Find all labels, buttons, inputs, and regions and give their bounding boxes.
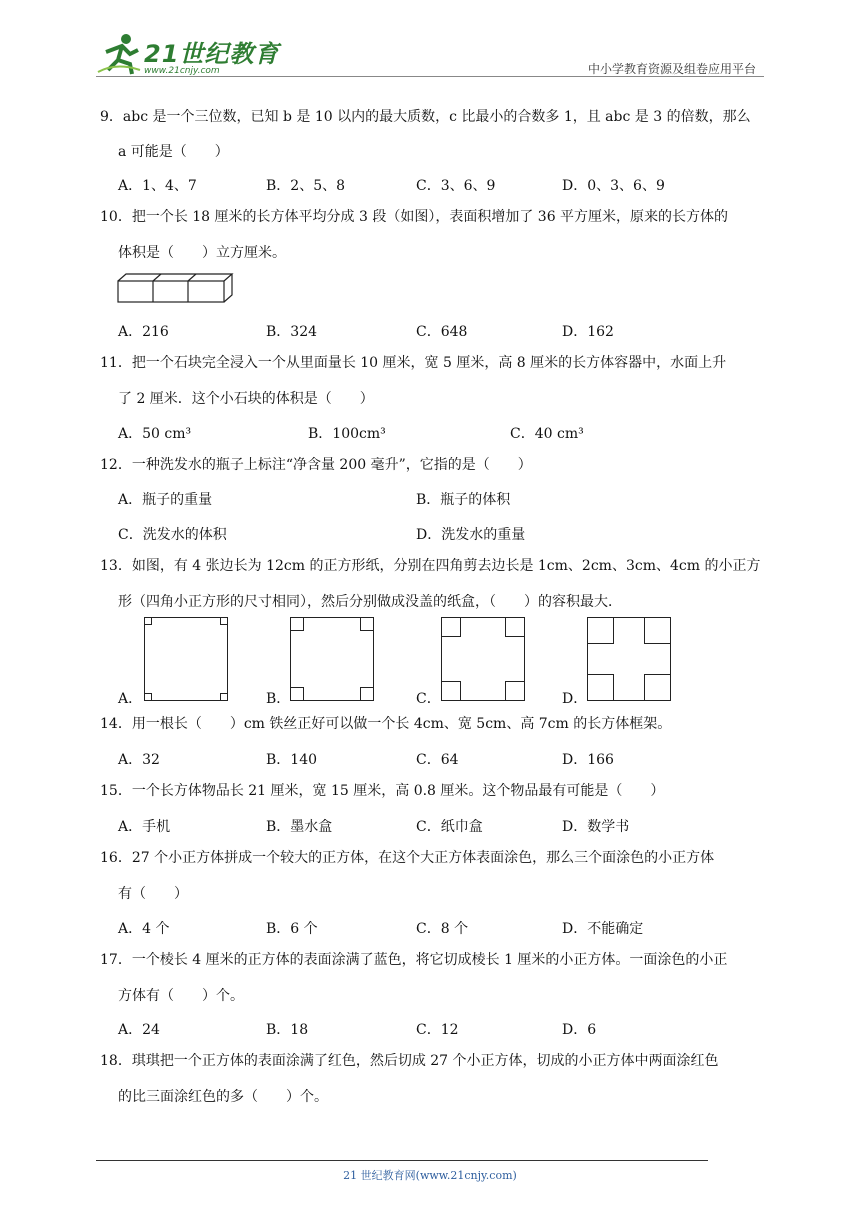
- platform-name: 中小学教育资源及组卷应用平台: [587, 62, 756, 76]
- option-b[interactable]: B．瓶子的体积: [416, 492, 511, 508]
- question-text: 18．琪琪把一个正方体的表面涂满了红色，然后切成 27 个小正方体，切成的小正方体中两面涂红色: [100, 1053, 719, 1069]
- site-logo: [96, 32, 296, 78]
- option-b[interactable]: B．18: [266, 1022, 309, 1038]
- question-text-cont: 的比三面涂红色的多（ ）个。: [118, 1089, 328, 1105]
- option-c[interactable]: C．: [416, 691, 441, 707]
- question-text-cont: 方体有（ ）个。: [118, 988, 244, 1004]
- options-row: [118, 1019, 758, 1043]
- question-text: 9．abc 是一个三位数，已知 b 是 10 以内的最大质数，c 比最小的合数多 1，且 abc 是 3 的倍数，那么: [100, 109, 751, 125]
- option-d[interactable]: D．0、3、6、9: [562, 178, 665, 194]
- corner-cut: [360, 617, 374, 631]
- options-row: [118, 175, 758, 199]
- option-c[interactable]: C．40 cm³: [510, 426, 584, 442]
- question-13: [100, 549, 764, 583]
- question-16: [100, 841, 764, 875]
- corner-cut: [441, 617, 461, 637]
- corner-cut: [220, 617, 228, 625]
- option-c[interactable]: C．648: [416, 324, 468, 340]
- header-divider: [96, 76, 764, 77]
- corner-cut: [505, 617, 525, 637]
- logo-url: www.21cnjy.com: [144, 66, 220, 76]
- option-b[interactable]: B．2、5、8: [266, 178, 346, 194]
- option-a[interactable]: A．216: [118, 324, 169, 340]
- option-c[interactable]: C．3、6、9: [416, 178, 496, 194]
- option-a[interactable]: A．50 cm³: [118, 426, 192, 442]
- corner-cut: [644, 617, 671, 644]
- options-row: [118, 816, 758, 840]
- question-17: [100, 943, 764, 977]
- option-a[interactable]: A．24: [118, 1022, 160, 1038]
- question-12: [100, 448, 764, 482]
- options-row: [118, 489, 758, 513]
- runner-logo-icon: [96, 32, 142, 76]
- corner-cut: [144, 617, 152, 625]
- question-text: 10．把一个长 18 厘米的长方体平均分成 3 段（如图），表面积增加了 36 平方厘米，原来的长方体的: [100, 209, 729, 225]
- question-18: [100, 1044, 764, 1078]
- corner-cut: [587, 617, 614, 644]
- question-text: 12．一种洗发水的瓶子上标注“净含量 200 毫升”，它指的是（ ）: [100, 457, 532, 473]
- option-a[interactable]: A．手机: [118, 819, 171, 835]
- page-header: [96, 24, 764, 80]
- option-c[interactable]: C．64: [416, 752, 459, 768]
- corner-cut: [290, 617, 304, 631]
- option-d[interactable]: D．数学书: [562, 819, 630, 835]
- options-row: [118, 749, 758, 773]
- option-c[interactable]: C．纸巾盒: [416, 819, 483, 835]
- question-text-cont: 形（四角小正方形的尺寸相同），然后分别做成没盖的纸盒，（ ）的容积最大．: [118, 594, 622, 610]
- logo-brand: 21世纪教育: [144, 40, 280, 68]
- option-b[interactable]: B．100cm³: [308, 426, 386, 442]
- option-d[interactable]: D．: [562, 691, 588, 707]
- option-d[interactable]: D．不能确定: [562, 921, 644, 937]
- option-b[interactable]: B．: [266, 691, 291, 707]
- question-9: [100, 100, 764, 134]
- option-c[interactable]: C．8 个: [416, 921, 469, 937]
- option-d[interactable]: D．洗发水的重量: [416, 527, 526, 543]
- page-footer[interactable]: 21 世纪教育网(www.21cnjy.com): [343, 1169, 517, 1182]
- option-a[interactable]: A．1、4、7: [118, 178, 197, 194]
- question-text-cont: 了 2 厘米．这个小石块的体积是（ ）: [118, 391, 374, 407]
- cuboid-three-sections-figure: [116, 272, 234, 304]
- question-text-cont: 体积是（ ）立方厘米。: [118, 245, 286, 261]
- options-row: [118, 423, 758, 447]
- question-text: 16．27 个小正方体拼成一个较大的正方体，在这个大正方体表面涂色，那么三个面涂色的小正方体: [100, 850, 715, 866]
- option-b[interactable]: B．墨水盒: [266, 819, 333, 835]
- question-text: 14．用一根长（ ）cm 铁丝正好可以做一个长 4cm、宽 5cm、高 7cm 的长方体框架。: [100, 716, 672, 732]
- option-a[interactable]: A．: [118, 691, 143, 707]
- option-b[interactable]: B．324: [266, 324, 318, 340]
- option-c[interactable]: C．洗发水的体积: [118, 527, 227, 543]
- question-text: 13．如图，有 4 张边长为 12cm 的正方形纸，分别在四角剪去边长是 1cm、2cm、3cm、4cm 的小正方: [100, 558, 761, 574]
- question-text: 11．把一个石块完全浸入一个从里面量长 10 厘米，宽 5 厘米，高 8 厘米的长方体容器中，水面上升: [100, 355, 727, 371]
- question-text-cont: a 可能是（ ）: [118, 144, 229, 160]
- question-text: 15．一个长方体物品长 21 厘米，宽 15 厘米，高 0.8 厘米。这个物品最有可能是（ ）: [100, 783, 665, 799]
- option-a[interactable]: A．32: [118, 752, 160, 768]
- option-a[interactable]: A．4 个: [118, 921, 170, 937]
- option-c[interactable]: C．12: [416, 1022, 459, 1038]
- question-14: [100, 707, 764, 741]
- question-text-cont: 有（ ）: [118, 886, 188, 902]
- option-b[interactable]: B．6 个: [266, 921, 318, 937]
- question-15: [100, 774, 764, 808]
- options-row: [118, 918, 758, 942]
- option-a[interactable]: A．瓶子的重量: [118, 492, 213, 508]
- options-row: [118, 321, 758, 345]
- option-b[interactable]: B．140: [266, 752, 318, 768]
- option-d[interactable]: D．6: [562, 1022, 597, 1038]
- options-row: [118, 524, 758, 548]
- question-11: [100, 346, 764, 380]
- question-10: [100, 200, 764, 234]
- option-d[interactable]: D．162: [562, 324, 614, 340]
- footer-divider: [96, 1160, 708, 1161]
- option-d[interactable]: D．166: [562, 752, 614, 768]
- question-text: 17．一个棱长 4 厘米的正方体的表面涂满了蓝色，将它切成棱长 1 厘米的小正方体。一面涂色的小正: [100, 952, 728, 968]
